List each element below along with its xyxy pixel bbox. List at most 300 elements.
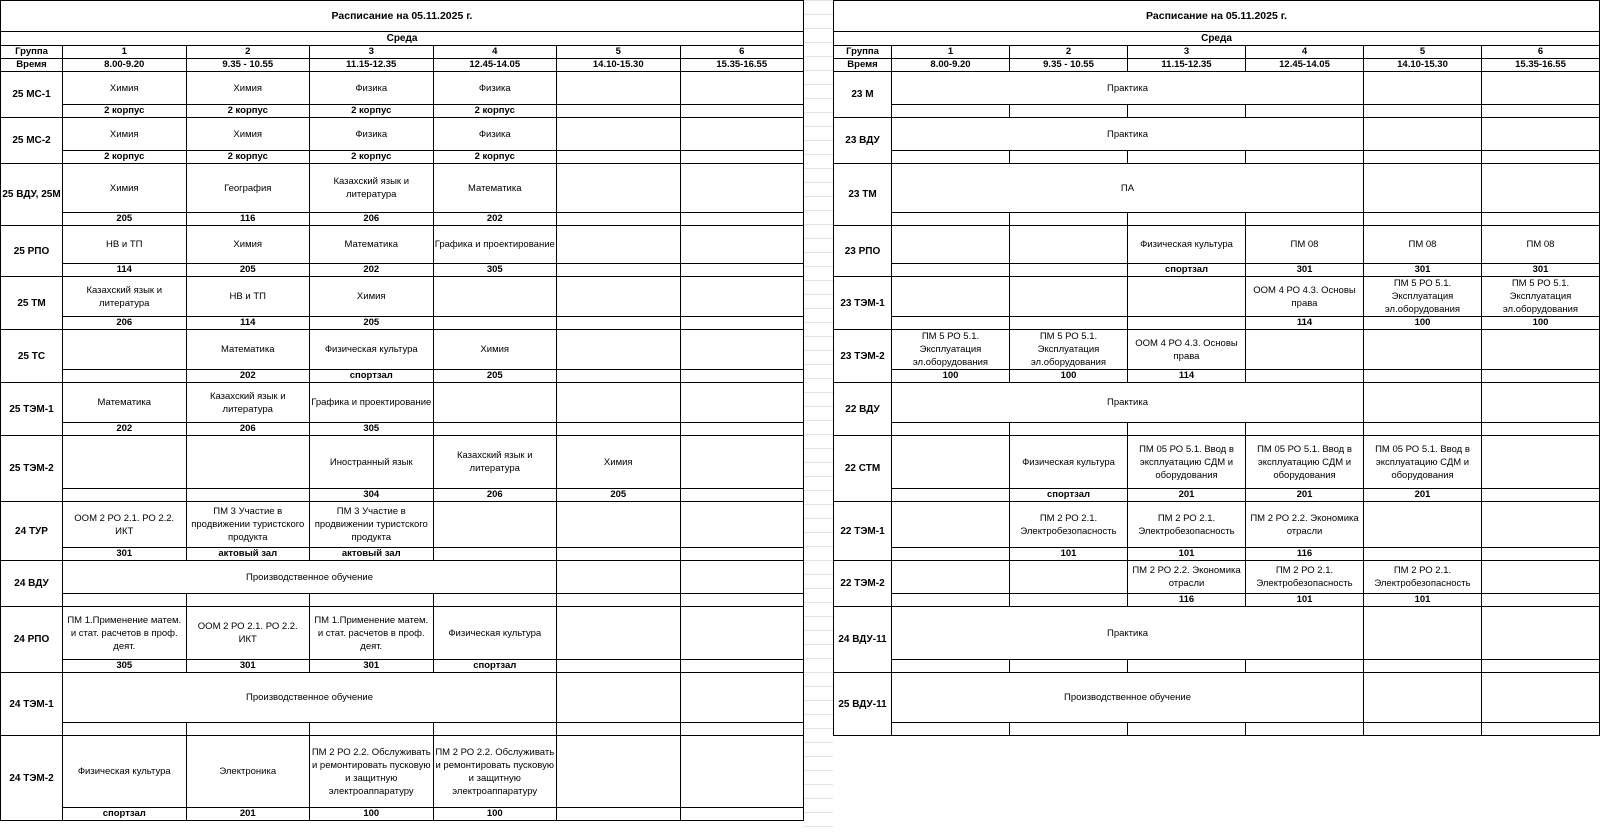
period-number: 1: [892, 46, 1010, 59]
room-row: [1, 660, 804, 673]
room-cell: спортзал: [433, 660, 557, 673]
schedule-row: [1, 226, 804, 264]
subject-cell: [1010, 561, 1128, 594]
subject-cell: ПМ 08: [1364, 226, 1482, 264]
room-cell: [1246, 370, 1364, 383]
subject-cell: ПМ 1.Применение матем. и стат. расчетов в проф. деят.: [63, 607, 187, 660]
room-cell: [680, 151, 804, 164]
room-cell: [1010, 594, 1128, 607]
room-row: [834, 594, 1600, 607]
subject-cell: ПМ 2 РО 2.2. Экономика отрасли: [1246, 502, 1364, 548]
room-row: [834, 151, 1600, 164]
room-cell: 101: [1128, 548, 1246, 561]
subject-cell: [1482, 673, 1600, 723]
group-name: 23 ТМ: [834, 164, 892, 226]
subject-cell: [1364, 164, 1482, 213]
subject-cell: [1246, 330, 1364, 370]
group-name: 22 ТЭМ-1: [834, 502, 892, 561]
room-cell: [1482, 723, 1600, 736]
period-number: 3: [1128, 46, 1246, 59]
room-cell: [892, 317, 1010, 330]
room-cell: 101: [1246, 594, 1364, 607]
room-cell: [1010, 723, 1128, 736]
subject-cell: [892, 502, 1010, 548]
subject-cell: Электроника: [186, 736, 310, 808]
room-cell: 301: [1246, 264, 1364, 277]
room-cell: 2 корпус: [63, 151, 187, 164]
schedule-row: [1, 330, 804, 370]
subject-cell: ПМ 2 РО 2.1. Электробезопасность: [1128, 502, 1246, 548]
subject-cell: Физика: [433, 118, 557, 151]
schedule-row: [834, 164, 1600, 213]
room-cell: [1010, 423, 1128, 436]
room-cell: [1364, 423, 1482, 436]
group-name: 25 ТС: [1, 330, 63, 383]
room-cell: [680, 213, 804, 226]
group-name: 22 СТМ: [834, 436, 892, 502]
schedule-row: [834, 72, 1600, 105]
room-cell: [433, 723, 557, 736]
subject-cell: Физика: [310, 118, 434, 151]
subject-cell: ПМ 5 РО 5.1. Эксплуатация эл.оборудования: [1482, 277, 1600, 317]
weekday-label: Среда: [1, 32, 804, 46]
room-cell: 2 корпус: [186, 151, 310, 164]
room-row: [1, 264, 804, 277]
subject-cell: ПМ 05 РО 5.1. Ввод в эксплуатацию СДМ и оборудования: [1364, 436, 1482, 489]
subject-cell: [1482, 72, 1600, 105]
subject-cell: ПМ 2 РО 2.1. Электробезопасность: [1246, 561, 1364, 594]
room-cell: [680, 423, 804, 436]
room-cell: [1010, 151, 1128, 164]
group-name: 25 ВДУ, 25М: [1, 164, 63, 226]
room-cell: [186, 489, 310, 502]
room-cell: [557, 370, 681, 383]
group-name: 25 РПО: [1, 226, 63, 277]
subject-cell: Казахский язык и литература: [433, 436, 557, 489]
schedule-row: [1, 118, 804, 151]
schedule-row: [834, 436, 1600, 489]
group-name: 25 ТМ: [1, 277, 63, 330]
subject-cell: Химия: [433, 330, 557, 370]
room-row: [834, 723, 1600, 736]
room-cell: [1246, 105, 1364, 118]
room-cell: [1246, 723, 1364, 736]
room-cell: 201: [1246, 489, 1364, 502]
room-cell: [1128, 723, 1246, 736]
room-cell: [557, 105, 681, 118]
room-cell: [557, 808, 681, 821]
room-cell: 304: [310, 489, 434, 502]
subject-cell: [1364, 72, 1482, 105]
room-cell: 305: [433, 264, 557, 277]
room-cell: [1482, 489, 1600, 502]
period-time: 14.10-15.30: [557, 59, 681, 72]
schedule-row: [1, 736, 804, 808]
room-cell: [1128, 660, 1246, 673]
merged-activity: Производственное обучение: [63, 561, 557, 594]
room-cell: [1482, 548, 1600, 561]
subject-cell: [1482, 383, 1600, 423]
subject-cell: ООМ 2 РО 2.1. РО 2.2. ИКТ: [186, 607, 310, 660]
room-cell: [1364, 370, 1482, 383]
period-number: 6: [680, 46, 804, 59]
room-cell: [892, 423, 1010, 436]
room-cell: 100: [1010, 370, 1128, 383]
subject-cell: [1482, 502, 1600, 548]
room-cell: 205: [433, 370, 557, 383]
period-number: 1: [63, 46, 187, 59]
period-number: 2: [1010, 46, 1128, 59]
subject-cell: [1482, 118, 1600, 151]
merged-activity: ПА: [892, 164, 1364, 213]
subject-cell: [433, 502, 557, 548]
subject-cell: [680, 118, 804, 151]
subject-cell: НВ и ТП: [186, 277, 310, 317]
subject-cell: [680, 561, 804, 594]
subject-cell: [680, 436, 804, 489]
room-cell: [557, 151, 681, 164]
room-cell: [680, 660, 804, 673]
subject-cell: ПМ 08: [1246, 226, 1364, 264]
room-cell: 2 корпус: [63, 105, 187, 118]
room-cell: 301: [1364, 264, 1482, 277]
room-cell: спортзал: [63, 808, 187, 821]
room-cell: [557, 594, 681, 607]
group-name: 24 ВДУ-11: [834, 607, 892, 673]
subject-cell: Математика: [310, 226, 434, 264]
group-name: 22 ТЭМ-2: [834, 561, 892, 607]
subject-cell: Химия: [63, 72, 187, 105]
group-name: 24 ВДУ: [1, 561, 63, 607]
schedule-row: [1, 436, 804, 489]
room-row: [1, 105, 804, 118]
period-time: 14.10-15.30: [1364, 59, 1482, 72]
room-cell: [1482, 105, 1600, 118]
room-cell: 100: [1364, 317, 1482, 330]
room-cell: [557, 264, 681, 277]
schedule-row: [1, 502, 804, 548]
room-cell: [1010, 264, 1128, 277]
room-row: [1, 489, 804, 502]
merged-activity: Практика: [892, 118, 1364, 151]
room-cell: [680, 264, 804, 277]
spreadsheet-gap: [804, 0, 833, 836]
group-name: 24 ТУР: [1, 502, 63, 561]
subject-cell: [557, 226, 681, 264]
subject-cell: Физическая культура: [433, 607, 557, 660]
schedule-row: [834, 118, 1600, 151]
subject-cell: Казахский язык и литература: [63, 277, 187, 317]
subject-cell: Графика и проектирование: [310, 383, 434, 423]
schedule-row: [1, 383, 804, 423]
room-cell: 100: [1482, 317, 1600, 330]
time-header: Время: [834, 59, 892, 72]
subject-cell: [1482, 436, 1600, 489]
room-cell: [680, 723, 804, 736]
schedule-table: [0, 0, 804, 821]
schedule-row: [834, 673, 1600, 723]
schedule-title: Расписание на 05.11.2025 г.: [1, 1, 804, 32]
room-cell: 114: [1128, 370, 1246, 383]
room-cell: [892, 548, 1010, 561]
time-header: Время: [1, 59, 63, 72]
room-cell: 201: [186, 808, 310, 821]
period-time: 8.00-9.20: [892, 59, 1010, 72]
room-cell: [892, 213, 1010, 226]
room-row: [1, 808, 804, 821]
subject-cell: ООМ 4 РО 4.3. Основы права: [1128, 330, 1246, 370]
period-time: 12.45-14.05: [433, 59, 557, 72]
period-time: 12.45-14.05: [1246, 59, 1364, 72]
subject-cell: ПМ 3 Участие в продвижении туристского продукта: [310, 502, 434, 548]
schedule-row: [1, 561, 804, 594]
subject-cell: [557, 330, 681, 370]
subject-cell: ПМ 3 Участие в продвижении туристского продукта: [186, 502, 310, 548]
subject-cell: [557, 673, 681, 723]
group-name: 25 МС-1: [1, 72, 63, 118]
room-cell: [1364, 213, 1482, 226]
room-cell: 116: [1246, 548, 1364, 561]
room-cell: [1482, 423, 1600, 436]
room-cell: 101: [1010, 548, 1128, 561]
room-cell: 100: [892, 370, 1010, 383]
room-cell: 2 корпус: [186, 105, 310, 118]
subject-cell: ПМ 5 РО 5.1. Эксплуатация эл.оборудования: [1364, 277, 1482, 317]
merged-activity: Производственное обучение: [63, 673, 557, 723]
room-cell: 201: [1364, 489, 1482, 502]
room-cell: [557, 548, 681, 561]
room-cell: [892, 264, 1010, 277]
room-cell: [680, 548, 804, 561]
subject-cell: [1482, 164, 1600, 213]
subject-cell: [680, 383, 804, 423]
subject-cell: [557, 72, 681, 105]
subject-cell: [680, 330, 804, 370]
room-row: [834, 317, 1600, 330]
subject-cell: ПМ 5 РО 5.1. Эксплуатация эл.оборудования: [892, 330, 1010, 370]
room-row: [834, 660, 1600, 673]
subject-cell: ПМ 2 РО 2.1. Электробезопасность: [1010, 502, 1128, 548]
subject-cell: [557, 383, 681, 423]
room-cell: [680, 105, 804, 118]
group-name: 25 ВДУ-11: [834, 673, 892, 736]
room-cell: [892, 489, 1010, 502]
period-time: 9.35 - 10.55: [1010, 59, 1128, 72]
merged-activity: Практика: [892, 383, 1364, 423]
period-number: 4: [433, 46, 557, 59]
room-row: [1, 594, 804, 607]
subject-cell: ПМ 5 РО 5.1. Эксплуатация эл.оборудования: [1010, 330, 1128, 370]
room-cell: 116: [186, 213, 310, 226]
subject-cell: [1010, 277, 1128, 317]
room-cell: [1010, 317, 1128, 330]
room-cell: спортзал: [1128, 264, 1246, 277]
schedule-row: [1, 673, 804, 723]
room-cell: спортзал: [310, 370, 434, 383]
subject-cell: [1364, 502, 1482, 548]
subject-cell: [557, 164, 681, 213]
schedule-row: [1, 164, 804, 213]
subject-cell: [680, 736, 804, 808]
room-cell: 100: [433, 808, 557, 821]
room-cell: [892, 151, 1010, 164]
room-cell: 202: [63, 423, 187, 436]
room-cell: [1010, 105, 1128, 118]
subject-cell: [1128, 277, 1246, 317]
room-row: [834, 213, 1600, 226]
group-name: 24 ТЭМ-2: [1, 736, 63, 821]
subject-cell: Химия: [557, 436, 681, 489]
schedule-row: [834, 277, 1600, 317]
room-cell: [1246, 213, 1364, 226]
subject-cell: Физическая культура: [1010, 436, 1128, 489]
room-cell: [186, 723, 310, 736]
room-cell: 205: [310, 317, 434, 330]
subject-cell: Физическая культура: [1128, 226, 1246, 264]
period-number: 3: [310, 46, 434, 59]
room-cell: [433, 594, 557, 607]
room-cell: 202: [433, 213, 557, 226]
schedule-row: [834, 383, 1600, 423]
room-cell: [557, 317, 681, 330]
subject-cell: [680, 673, 804, 723]
group-name: 25 ТЭМ-2: [1, 436, 63, 502]
room-cell: [557, 423, 681, 436]
room-cell: [1128, 213, 1246, 226]
room-cell: 2 корпус: [310, 151, 434, 164]
room-cell: 2 корпус: [310, 105, 434, 118]
room-row: [1, 213, 804, 226]
room-row: [1, 151, 804, 164]
room-cell: [1246, 151, 1364, 164]
room-cell: 301: [1482, 264, 1600, 277]
room-cell: 2 корпус: [433, 105, 557, 118]
subject-cell: Иностранный язык: [310, 436, 434, 489]
subject-cell: [433, 277, 557, 317]
group-header: Группа: [1, 46, 63, 59]
room-cell: 301: [186, 660, 310, 673]
room-cell: [1482, 370, 1600, 383]
room-cell: [557, 660, 681, 673]
group-name: 25 ТЭМ-1: [1, 383, 63, 436]
subject-cell: Физическая культура: [310, 330, 434, 370]
room-cell: 114: [186, 317, 310, 330]
room-cell: 206: [310, 213, 434, 226]
schedule-row: [1, 72, 804, 105]
room-cell: 206: [186, 423, 310, 436]
subject-cell: [680, 607, 804, 660]
subject-cell: ПМ 2 РО 2.2. Экономика отрасли: [1128, 561, 1246, 594]
room-row: [1, 370, 804, 383]
subject-cell: [1482, 330, 1600, 370]
group-header: Группа: [834, 46, 892, 59]
subject-cell: [680, 164, 804, 213]
room-cell: [892, 105, 1010, 118]
subject-cell: Химия: [186, 118, 310, 151]
room-cell: [680, 489, 804, 502]
room-cell: 206: [63, 317, 187, 330]
subject-cell: [680, 226, 804, 264]
subject-cell: [1364, 330, 1482, 370]
room-cell: [1128, 423, 1246, 436]
room-cell: [433, 423, 557, 436]
room-cell: 202: [310, 264, 434, 277]
room-cell: [892, 723, 1010, 736]
subject-cell: [186, 436, 310, 489]
subject-cell: ПМ 2 РО 2.1. Электробезопасность: [1364, 561, 1482, 594]
period-number: 4: [1246, 46, 1364, 59]
subject-cell: [63, 436, 187, 489]
subject-cell: Графика и проектирование: [433, 226, 557, 264]
room-cell: 205: [63, 213, 187, 226]
room-cell: [1128, 151, 1246, 164]
room-row: [834, 548, 1600, 561]
room-cell: [680, 370, 804, 383]
subject-cell: Математика: [63, 383, 187, 423]
subject-cell: [557, 607, 681, 660]
subject-cell: ПМ 2 РО 2.2. Обслуживать и ремонтировать пусковую и защитную электроаппаратуру: [433, 736, 557, 808]
subject-cell: Физическая культура: [63, 736, 187, 808]
schedule-panel-right: [833, 0, 1600, 836]
period-time: 9.35 - 10.55: [186, 59, 310, 72]
subject-cell: [1010, 226, 1128, 264]
room-cell: 305: [63, 660, 187, 673]
subject-cell: [1364, 673, 1482, 723]
subject-cell: [680, 502, 804, 548]
subject-cell: [433, 383, 557, 423]
room-cell: [1364, 723, 1482, 736]
room-cell: [63, 723, 187, 736]
room-row: [1, 548, 804, 561]
room-cell: [63, 370, 187, 383]
room-cell: 205: [186, 264, 310, 277]
room-cell: [1128, 317, 1246, 330]
room-cell: [433, 548, 557, 561]
schedule-row: [1, 277, 804, 317]
room-cell: [1128, 105, 1246, 118]
room-cell: [186, 594, 310, 607]
room-row: [1, 317, 804, 330]
room-cell: [1364, 105, 1482, 118]
subject-cell: Химия: [310, 277, 434, 317]
room-cell: [680, 317, 804, 330]
room-cell: [63, 489, 187, 502]
room-cell: 114: [1246, 317, 1364, 330]
room-row: [1, 723, 804, 736]
schedule-row: [834, 561, 1600, 594]
room-cell: [310, 594, 434, 607]
subject-cell: НВ и ТП: [63, 226, 187, 264]
room-cell: спортзал: [1010, 489, 1128, 502]
room-cell: [892, 660, 1010, 673]
period-number: 5: [557, 46, 681, 59]
period-time: 8.00-9.20: [63, 59, 187, 72]
subject-cell: [1482, 561, 1600, 594]
room-cell: 116: [1128, 594, 1246, 607]
period-time: 11.15-12.35: [310, 59, 434, 72]
schedule-row: [1, 607, 804, 660]
subject-cell: Химия: [186, 72, 310, 105]
subject-cell: Казахский язык и литература: [186, 383, 310, 423]
room-cell: [1364, 548, 1482, 561]
room-row: [834, 370, 1600, 383]
room-cell: 206: [433, 489, 557, 502]
subject-cell: [557, 561, 681, 594]
merged-activity: Практика: [892, 72, 1364, 105]
period-number: 2: [186, 46, 310, 59]
merged-activity: Производственное обучение: [892, 673, 1364, 723]
subject-cell: [892, 226, 1010, 264]
